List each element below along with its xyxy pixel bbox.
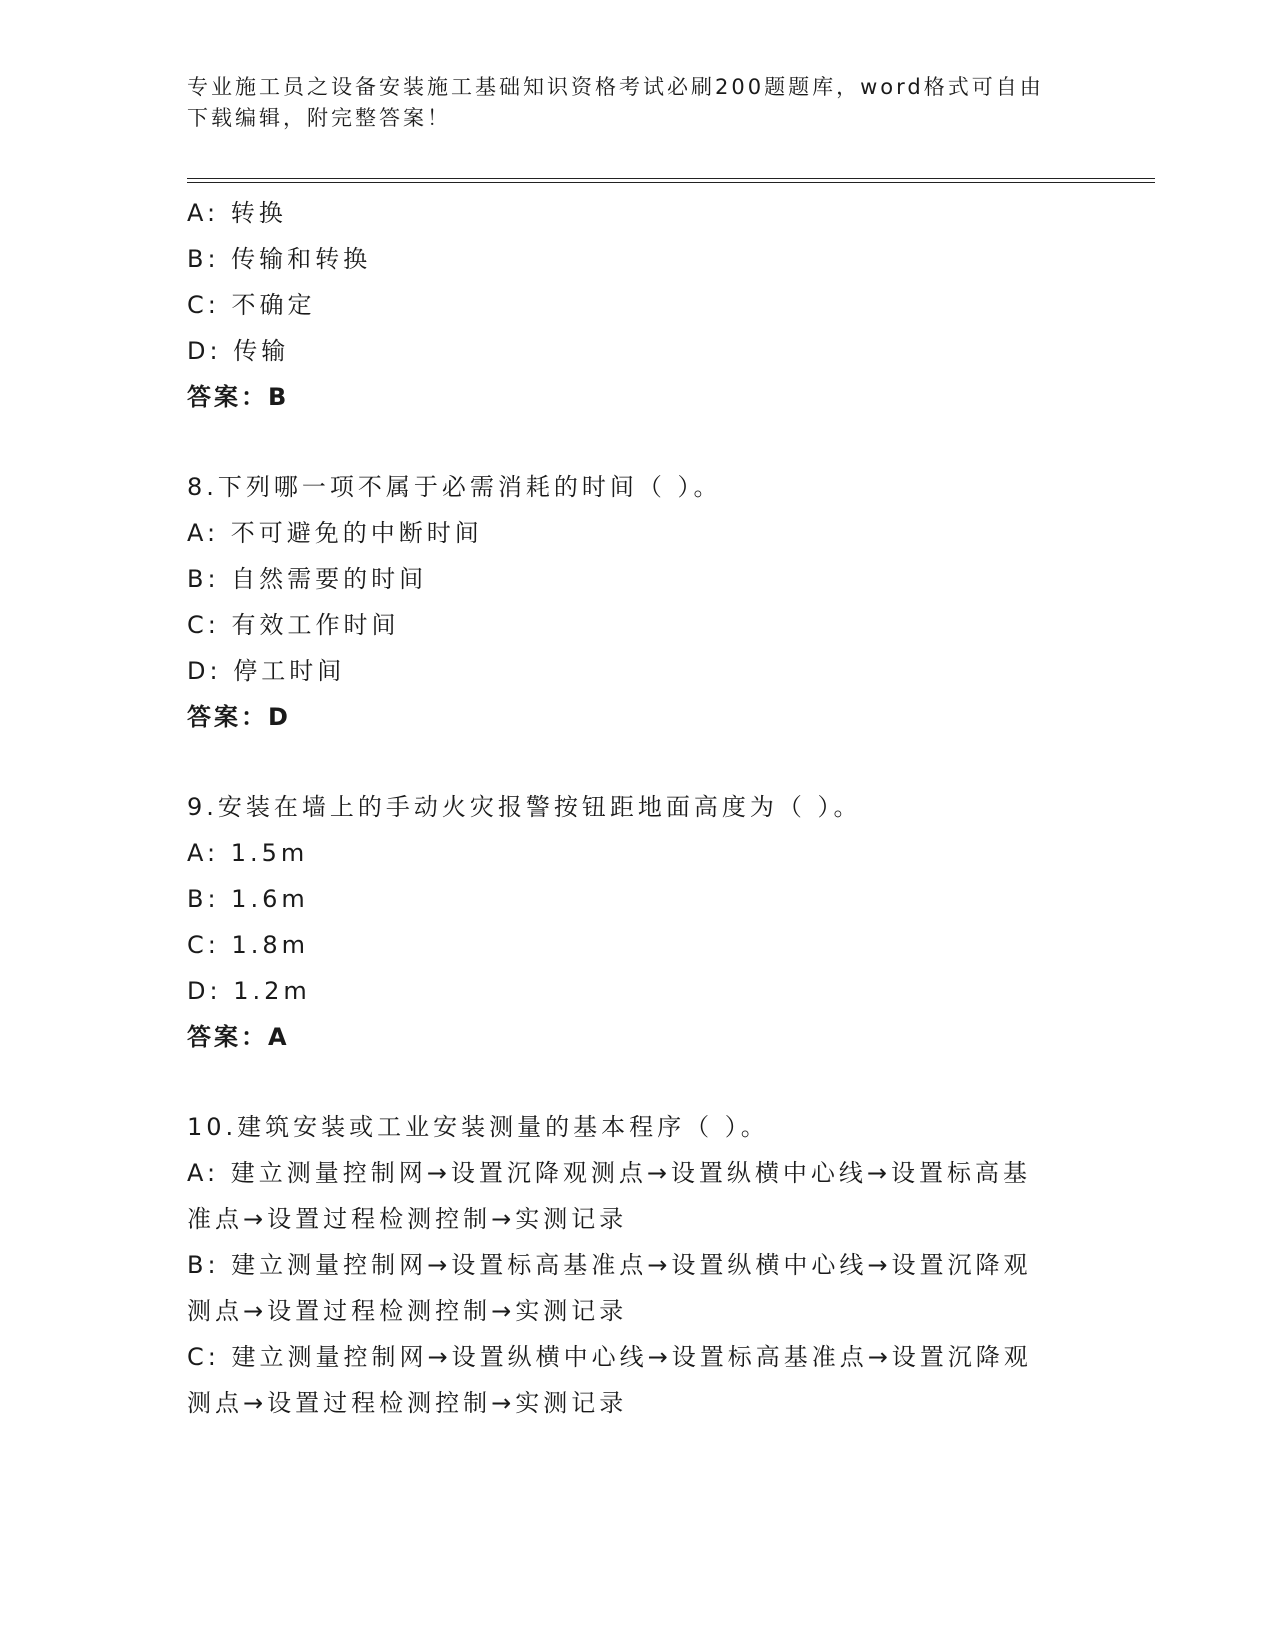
question-8 [187,464,1087,740]
option-b: B: 自然需要的时间 [187,565,428,593]
option-b: B: 1.6m [187,885,309,913]
option-a: A: 1.5m [187,839,309,867]
option-a: A: 不可避免的中断时间 [187,519,483,547]
question-stem: 8.下列哪一项不属于必需消耗的时间（ ）。 [187,473,722,501]
header-line-1: 专业施工员之设备安装施工基础知识资格考试必刷200题题库，word格式可自由 [187,75,1044,99]
option-d: D: 1.2m [187,977,311,1005]
option-c: C: 1.8m [187,931,310,959]
option-b-line-1: B: 建立测量控制网→设置标高基准点→设置纵横中心线→设置沉降观 [187,1251,1032,1279]
answer-line: 答案：A [187,1023,290,1051]
question-9 [187,784,1087,1060]
option-b: B: 传输和转换 [187,245,372,273]
question-10 [187,1104,1087,1426]
question-7 [187,190,1087,420]
option-c: C: 有效工作时间 [187,611,400,639]
question-stem: 10.建筑安装或工业安装测量的基本程序（ ）。 [187,1113,769,1141]
option-a: A: 转换 [187,199,287,227]
question-stem: 9.安装在墙上的手动火灾报警按钮距地面高度为（ ）。 [187,793,862,821]
option-a-line-2: 准点→设置过程检测控制→实测记录 [187,1205,628,1233]
option-c: C: 不确定 [187,291,316,319]
header-divider-top [187,178,1155,179]
option-b-line-2: 测点→设置过程检测控制→实测记录 [187,1297,628,1325]
document-header [187,72,1067,134]
answer-line: 答案：D [187,703,291,731]
header-divider-bottom [187,182,1155,183]
option-c-line-1: C: 建立测量控制网→设置纵横中心线→设置标高基准点→设置沉降观 [187,1343,1032,1371]
question-content [187,190,1087,1426]
option-c-line-2: 测点→设置过程检测控制→实测记录 [187,1389,628,1417]
answer-line: 答案：B [187,383,290,411]
header-line-2: 下载编辑，附完整答案！ [187,106,451,130]
option-d: D: 停工时间 [187,657,346,685]
option-d: D: 传输 [187,337,290,365]
option-a-line-1: A: 建立测量控制网→设置沉降观测点→设置纵横中心线→设置标高基 [187,1159,1032,1187]
